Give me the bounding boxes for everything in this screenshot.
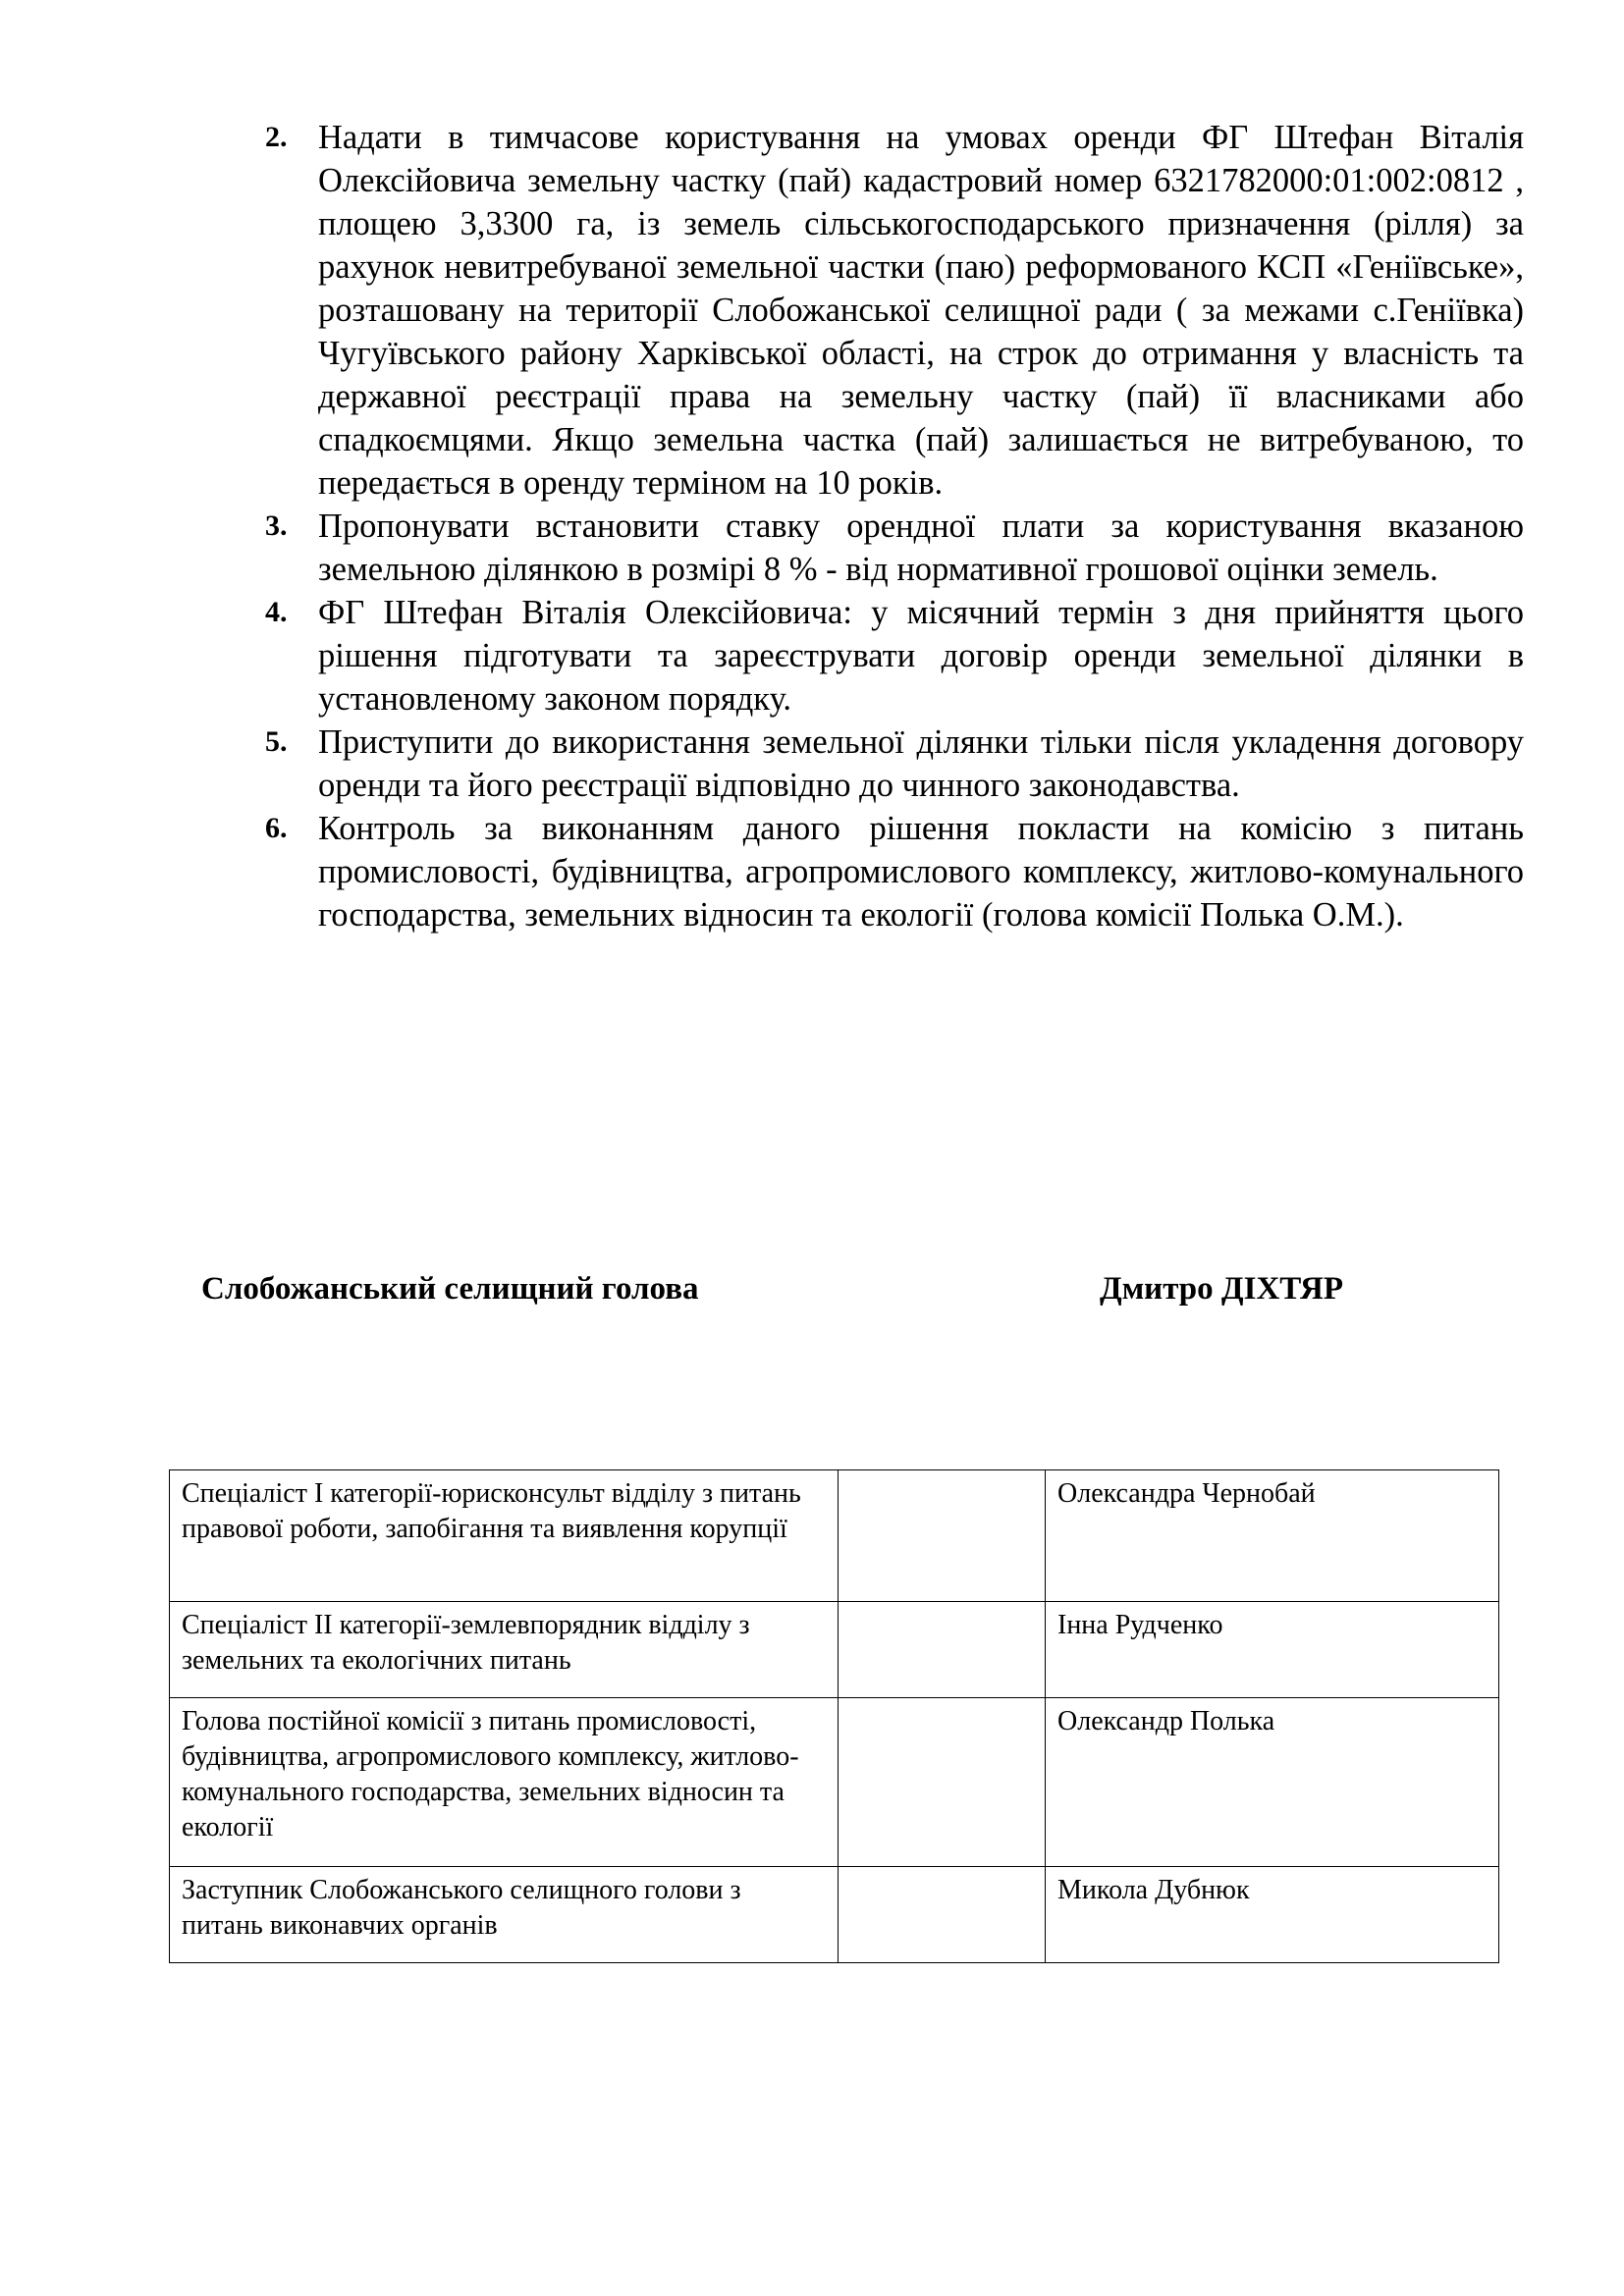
decision-item — [257, 116, 1524, 505]
signature-cell — [839, 1470, 1046, 1602]
approver-position: Заступник Слобожанського селищного голови з питань виконавчих органів — [170, 1867, 839, 1963]
decision-item — [257, 807, 1524, 936]
item-text: Приступити до використання земельної ділянки тільки після укладення договору оренди та його реєстрації відповідно до чинного законодавства. — [318, 723, 1524, 804]
table-row — [170, 1470, 1499, 1602]
decision-item — [257, 505, 1524, 591]
item-number: 4. — [265, 596, 288, 628]
item-text: Пропонувати встановити ставку орендної плати за користування вказаною земельною ділянкою в розмірі 8 % - від нормативної грошової оцінки земель. — [318, 507, 1524, 588]
item-text: Надати в тимчасове користування на умовах оренди ФГ Штефан Віталія Олексійовича земельну частку (пай) кадастровий номер 6321782000:01:002:0812 , площею 3,3300 га, із земель сільськогосподарського призначення (рілля) за рахунок невитребуваної земельної частки (паю) реформованого КСП «Геніївське», розташовану на території Слобожанської селищної ради ( за межами с.Геніївка) Чугуївського району Харківської області, на строк до отримання у власність та державної реєстрації права на земельну частку (пай) її власниками або спадкоємцями. Якщо земельна частка (пай) залишається не витребуваною, то передається в оренду терміном на 10 років. — [318, 119, 1524, 502]
signature-cell — [839, 1867, 1046, 1963]
approver-position: Голова постійної комісії з питань промисловості, будівництва, агропромислового комплексу, житлово-комунального господарства, земельних відносин та екології — [170, 1698, 839, 1867]
decision-items-list — [257, 116, 1524, 936]
approval-table — [169, 1469, 1499, 1963]
item-number: 3. — [265, 509, 288, 542]
signature-block — [201, 1271, 1419, 1320]
item-text: ФГ Штефан Віталія Олексійовича: у місячний термін з дня прийняття цього рішення підготувати та зареєструвати договір оренди земельної ділянки в установленому законом порядку. — [318, 594, 1524, 718]
table-row — [170, 1698, 1499, 1867]
approver-name: Олександра Чернобай — [1046, 1470, 1499, 1602]
approver-name: Микола Дубнюк — [1046, 1867, 1499, 1963]
signature-cell — [839, 1698, 1046, 1867]
approver-position: Спеціаліст І категорії-юрисконсульт відділу з питань правової роботи, запобігання та виявлення корупції — [170, 1470, 839, 1602]
decision-item — [257, 591, 1524, 721]
approver-name: Інна Рудченко — [1046, 1602, 1499, 1698]
signature-cell — [839, 1602, 1046, 1698]
table-row — [170, 1867, 1499, 1963]
item-number: 6. — [265, 812, 288, 844]
item-number: 5. — [265, 725, 288, 758]
decision-item — [257, 721, 1524, 807]
approver-name: Олександр Полька — [1046, 1698, 1499, 1867]
item-number: 2. — [265, 121, 288, 153]
item-text: Контроль за виконанням даного рішення покласти на комісію з питань промисловості, будівництва, агропромислового комплексу, житлово-комунального господарства, земельних відносин та екології (голова комісії Полька О.М.). — [318, 810, 1524, 934]
table-row — [170, 1602, 1499, 1698]
approver-position: Спеціаліст ІІ категорії-землевпорядник відділу з земельних та екологічних питань — [170, 1602, 839, 1698]
signatory-name: Дмитро ДІХТЯР — [1100, 1271, 1344, 1307]
signatory-position: Слобожанський селищний голова — [201, 1271, 699, 1307]
